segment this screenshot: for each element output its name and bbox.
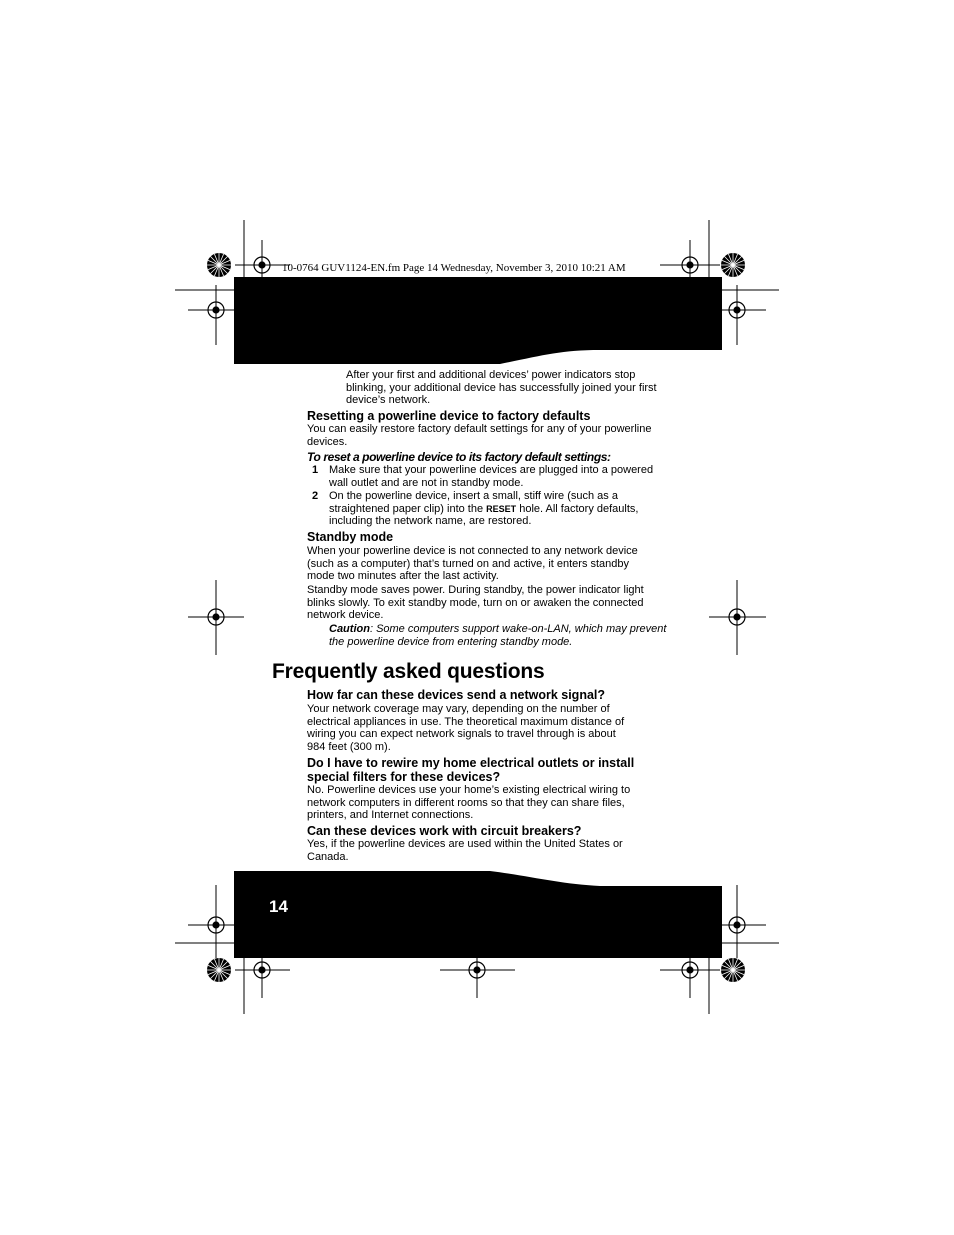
answer-line: wiring you can expect network signals to travel through is about [307, 728, 616, 741]
caution-label: Caution [329, 623, 370, 635]
reset-label: RESET [486, 503, 517, 514]
reset-body-line: devices. [307, 435, 348, 448]
faq-question: How far can these devices send a network signal? [307, 688, 606, 702]
step-1-text [329, 464, 653, 489]
step-2-text [329, 490, 638, 528]
faq-question [307, 756, 634, 784]
standby-line: (such as a computer) that’s turned on and active, it enters standby [307, 557, 630, 570]
caution-text: : Some computers support wake-on-LAN, which may prevent [369, 623, 667, 635]
answer-line: Yes, if the powerline devices are used within the United States or [307, 838, 623, 850]
step-line [329, 503, 638, 516]
intro-line: After your first and additional devices’ power indicators stop [346, 369, 636, 381]
step-line: Make sure that your powerline devices are plugged into a powered [329, 464, 654, 476]
answer-line: 984 feet (300 m). [307, 740, 391, 753]
step-text: hole. All factory defaults, [516, 502, 639, 515]
answer-line: No. Powerline devices use your home’s existing electrical wiring to [307, 784, 631, 796]
caution-note [329, 623, 666, 648]
answer-line: Your network coverage may vary, depending on the number of [307, 703, 610, 715]
step-line: On the powerline device, insert a small, stiff wire (such as a [329, 490, 618, 502]
faq-answer [307, 838, 623, 863]
page-number: 14 [269, 897, 288, 916]
step-text: straightened paper clip) into the [329, 502, 487, 515]
faq-answer [307, 784, 630, 822]
answer-line: printers, and Internet connections. [307, 809, 474, 822]
answer-line: Canada. [307, 850, 349, 863]
reset-body-line: You can easily restore factory default settings for any of your powerline [307, 423, 652, 435]
step-number: 1 [312, 464, 319, 476]
standby-line: Standby mode saves power. During standby, the power indicator light [307, 584, 644, 596]
standby-line: When your powerline device is not connected to any network device [307, 545, 638, 557]
intro-line: blinking, your additional device has successfully joined your first [346, 381, 657, 394]
intro-line: device’s network. [346, 394, 431, 407]
faq-answer [307, 703, 624, 753]
step-line: including the network name, are restored. [329, 515, 532, 528]
standby-heading: Standby mode [307, 530, 394, 544]
answer-line: network computers in different rooms so that they can share files, [307, 796, 625, 809]
standby-para-1 [307, 545, 638, 583]
question-line: Do I have to rewire my home electrical outlets or install [307, 756, 635, 770]
faq-title: Frequently asked questions [272, 660, 545, 683]
answer-line: electrical appliances in use. The theoretical maximum distance of [307, 715, 625, 728]
reset-body [307, 423, 651, 448]
standby-para-2 [307, 584, 644, 622]
file-info-line: 10-0764 GUV1124-EN.fm Page 14 Wednesday, November 3, 2010 10:21 AM [282, 262, 626, 274]
standby-line: network device. [307, 609, 384, 622]
question-line: special filters for these devices? [307, 770, 501, 784]
faq-question: Can these devices work with circuit breakers? [307, 824, 582, 838]
caution-line [329, 623, 666, 636]
standby-line: mode two minutes after the last activity. [307, 570, 499, 583]
caution-line: the powerline device from entering standby mode. [329, 635, 573, 648]
procedure-title: To reset a powerline device to its factory default settings: [307, 450, 611, 464]
reset-heading: Resetting a powerline device to factory defaults [307, 409, 591, 423]
top-band [234, 277, 722, 364]
standby-line: blinks slowly. To exit standby mode, turn on or awaken the connected [307, 596, 644, 609]
step-line: wall outlet and are not in standby mode. [329, 476, 524, 489]
bottom-band [234, 871, 722, 958]
intro-paragraph [346, 369, 657, 407]
step-number: 2 [312, 490, 319, 502]
